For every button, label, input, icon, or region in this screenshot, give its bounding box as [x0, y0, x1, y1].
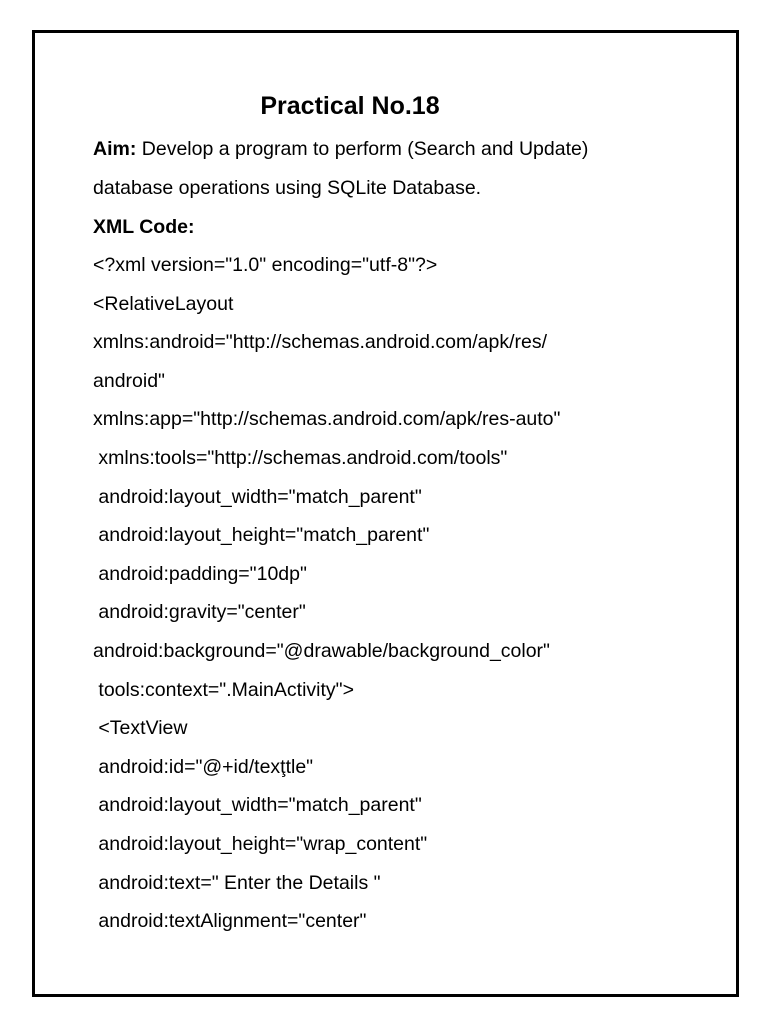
code-line: <RelativeLayout	[93, 293, 234, 315]
code-line: android:padding="10dp"	[93, 563, 307, 585]
code-line: android"	[93, 370, 165, 392]
xml-code-heading: XML Code:	[93, 216, 195, 238]
code-line: android:layout_width="match_parent"	[93, 794, 422, 816]
code-line: android:textAlignment="center"	[93, 910, 367, 932]
page-title: Practical No.18	[260, 92, 440, 120]
code-line: android:layout_height="wrap_content"	[93, 833, 428, 855]
aim-label: Aim:	[93, 138, 137, 160]
code-line: xmlns:tools="http://schemas.android.com/tools"	[93, 447, 508, 469]
code-line: xmlns:android="http://schemas.android.com/apk/res/	[93, 331, 548, 353]
code-line: tools:context=".MainActivity">	[93, 679, 354, 701]
code-line: xmlns:app="http://schemas.android.com/apk/res-auto"	[93, 408, 561, 430]
code-line: android:background="@drawable/background_color"	[93, 640, 550, 662]
code-line: android:gravity="center"	[93, 601, 306, 623]
code-line: <TextView	[93, 717, 188, 739]
aim-line-1	[93, 136, 588, 162]
aim-text-1: Develop a program to perform (Search and Update)	[136, 138, 589, 160]
code-line: android:id="@+id/texţtle"	[93, 756, 314, 778]
code-line: <?xml version="1.0" encoding="utf-8"?>	[93, 254, 438, 276]
aim-line-2: database operations using SQLite Database.	[93, 177, 482, 199]
code-line: android:text=" Enter the Details "	[93, 872, 381, 894]
code-line: android:layout_height="match_parent"	[93, 524, 430, 546]
code-line: android:layout_width="match_parent"	[93, 486, 422, 508]
